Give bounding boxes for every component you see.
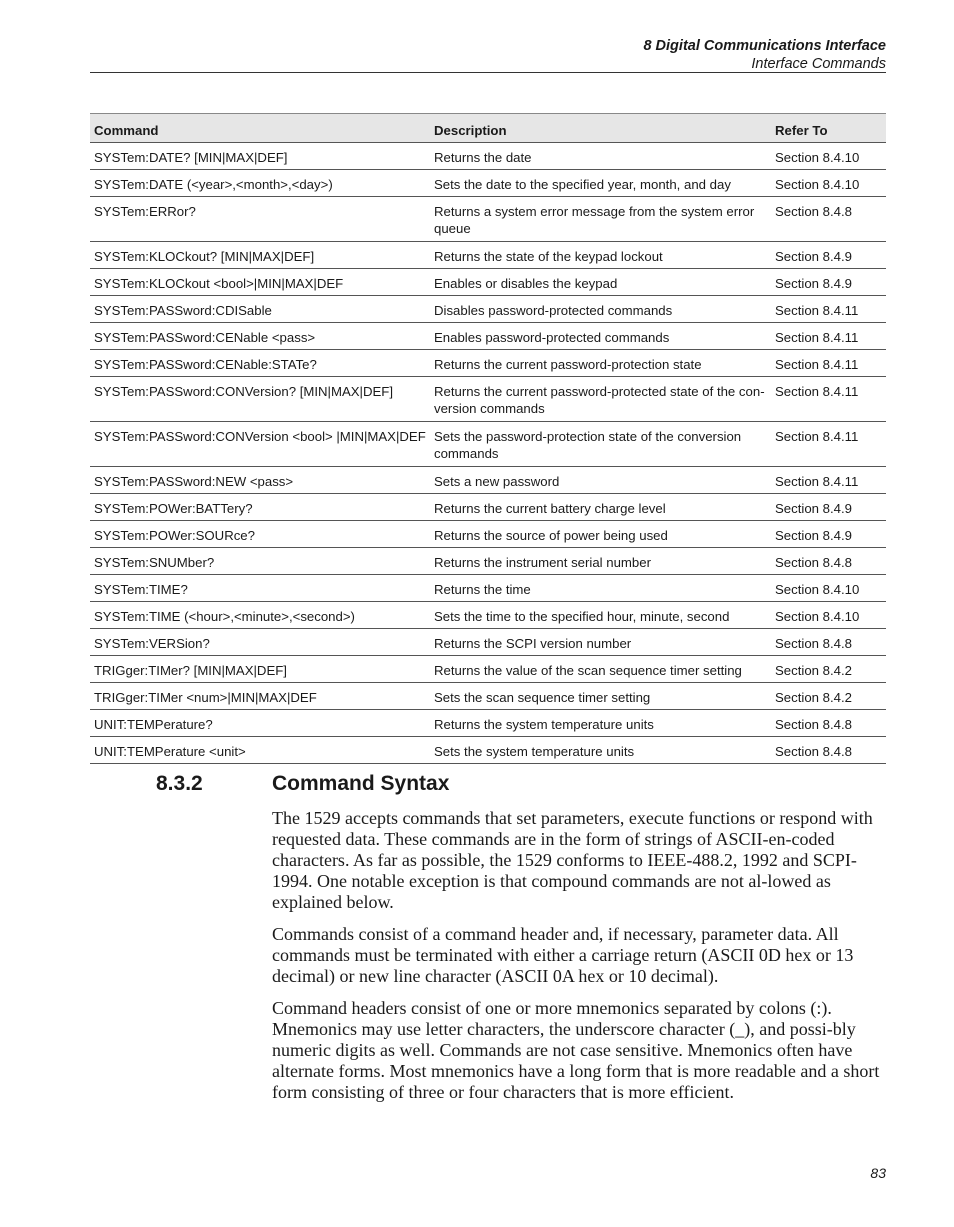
refer-to-cell: Section 8.4.10 xyxy=(771,143,886,170)
refer-to-cell: Section 8.4.9 xyxy=(771,494,886,521)
command-cell: TRIGger:TIMer? [MIN|MAX|DEF] xyxy=(90,656,430,683)
description-cell: Returns the SCPI version number xyxy=(430,629,771,656)
paragraph: Command headers consist of one or more mnemonics separated by colons (:). Mnemonics may use letter characters, the underscore character (_), and possi-bly numeric digits as well. Commands are not case sensitive. Mnemonics often have alternate forms. Most mnemonics have a long form that is more readable and a short form consisting of three or four characters that is more efficient. xyxy=(272,998,880,1102)
column-header-description: Description xyxy=(430,114,771,143)
description-cell: Returns the source of power being used xyxy=(430,521,771,548)
description-cell: Returns the current password-protection state xyxy=(430,350,771,377)
refer-to-cell: Section 8.4.11 xyxy=(771,323,886,350)
refer-to-cell: Section 8.4.8 xyxy=(771,548,886,575)
section-body xyxy=(272,808,882,1114)
refer-to-cell: Section 8.4.8 xyxy=(771,197,886,242)
description-cell: Returns the instrument serial number xyxy=(430,548,771,575)
table-row xyxy=(90,656,886,683)
command-cell: SYSTem:KLOCkout? [MIN|MAX|DEF] xyxy=(90,242,430,269)
table-row xyxy=(90,710,886,737)
table-row xyxy=(90,629,886,656)
section-title: Command Syntax xyxy=(272,772,450,795)
description-cell: Sets a new password xyxy=(430,467,771,494)
section-number: 8.3.2 xyxy=(156,772,203,795)
refer-to-cell: Section 8.4.9 xyxy=(771,242,886,269)
description-cell: Returns the value of the scan sequence timer setting xyxy=(430,656,771,683)
description-cell: Returns the state of the keypad lockout xyxy=(430,242,771,269)
description-cell: Returns the system temperature units xyxy=(430,710,771,737)
description-cell: Disables password-protected commands xyxy=(430,296,771,323)
command-cell: SYSTem:SNUMber? xyxy=(90,548,430,575)
refer-to-cell: Section 8.4.11 xyxy=(771,467,886,494)
refer-to-cell: Section 8.4.8 xyxy=(771,737,886,764)
command-cell: UNIT:TEMPerature <unit> xyxy=(90,737,430,764)
command-cell: SYSTem:TIME (<hour>,<minute>,<second>) xyxy=(90,602,430,629)
description-cell: Enables or disables the keypad xyxy=(430,269,771,296)
column-header-command: Command xyxy=(90,114,430,143)
paragraph: Commands consist of a command header and, if necessary, parameter data. All commands must be terminated with either a carriage return (ASCII 0D hex or 13 decimal) or new line character (ASCII 0A hex or 10 decimal). xyxy=(272,924,854,986)
refer-to-cell: Section 8.4.2 xyxy=(771,656,886,683)
refer-to-cell: Section 8.4.11 xyxy=(771,377,886,422)
refer-to-cell: Section 8.4.8 xyxy=(771,710,886,737)
refer-to-cell: Section 8.4.2 xyxy=(771,683,886,710)
command-cell: SYSTem:POWer:SOURce? xyxy=(90,521,430,548)
refer-to-cell: Section 8.4.11 xyxy=(771,296,886,323)
description-cell: Returns the time xyxy=(430,575,771,602)
table-row xyxy=(90,602,886,629)
description-cell: Sets the time to the specified hour, minute, second xyxy=(430,602,771,629)
table-row xyxy=(90,296,886,323)
refer-to-cell: Section 8.4.11 xyxy=(771,422,886,467)
table-row xyxy=(90,323,886,350)
command-cell: SYSTem:PASSword:CDISable xyxy=(90,296,430,323)
table-row xyxy=(90,350,886,377)
description-cell: Sets the system temperature units xyxy=(430,737,771,764)
paragraph: The 1529 accepts commands that set parameters, execute functions or respond with requested data. These commands are in the form of strings of ASCII-en-coded characters. As far as possible, the 1529 conforms to IEEE-488.2, 1992 and SCPI-1994. One notable exception is that compound commands are not al-lowed as explained below. xyxy=(272,808,873,912)
chapter-title: 8 Digital Communications Interface xyxy=(643,38,886,54)
command-cell: SYSTem:PASSword:NEW <pass> xyxy=(90,467,430,494)
table-row xyxy=(90,467,886,494)
command-cell: SYSTem:VERSion? xyxy=(90,629,430,656)
command-cell: SYSTem:TIME? xyxy=(90,575,430,602)
command-cell: SYSTem:POWer:BATTery? xyxy=(90,494,430,521)
command-table xyxy=(90,113,886,764)
table-row xyxy=(90,548,886,575)
table-header-row xyxy=(90,114,886,143)
refer-to-cell: Section 8.4.10 xyxy=(771,575,886,602)
command-cell: SYSTem:PASSword:CONVersion <bool> |MIN|MAX|DEF xyxy=(90,422,430,467)
header-rule xyxy=(90,72,886,73)
description-cell: Returns the date xyxy=(430,143,771,170)
description-cell: Returns the current password-protected state of the con-version commands xyxy=(430,377,771,422)
description-cell: Sets the password-protection state of the conversion commands xyxy=(430,422,771,467)
table-row xyxy=(90,683,886,710)
refer-to-cell: Section 8.4.8 xyxy=(771,629,886,656)
table-row xyxy=(90,170,886,197)
table-row xyxy=(90,737,886,764)
command-cell: SYSTem:ERRor? xyxy=(90,197,430,242)
table-row xyxy=(90,242,886,269)
column-header-refer-to: Refer To xyxy=(771,114,886,143)
table-row xyxy=(90,422,886,467)
table-row xyxy=(90,575,886,602)
command-cell: SYSTem:DATE? [MIN|MAX|DEF] xyxy=(90,143,430,170)
table-row xyxy=(90,521,886,548)
command-cell: SYSTem:DATE (<year>,<month>,<day>) xyxy=(90,170,430,197)
table-row xyxy=(90,494,886,521)
command-cell: SYSTem:PASSword:CENable:STATe? xyxy=(90,350,430,377)
table-row xyxy=(90,143,886,170)
command-cell: UNIT:TEMPerature? xyxy=(90,710,430,737)
description-cell: Enables password-protected commands xyxy=(430,323,771,350)
refer-to-cell: Section 8.4.9 xyxy=(771,521,886,548)
description-cell: Sets the scan sequence timer setting xyxy=(430,683,771,710)
refer-to-cell: Section 8.4.11 xyxy=(771,350,886,377)
refer-to-cell: Section 8.4.9 xyxy=(771,269,886,296)
page-number: 83 xyxy=(870,1165,886,1181)
running-header xyxy=(643,37,886,73)
command-cell: SYSTem:KLOCkout <bool>|MIN|MAX|DEF xyxy=(90,269,430,296)
section-subtitle: Interface Commands xyxy=(751,56,886,72)
table-row xyxy=(90,377,886,422)
command-cell: SYSTem:PASSword:CENable <pass> xyxy=(90,323,430,350)
table-row xyxy=(90,197,886,242)
table-row xyxy=(90,269,886,296)
refer-to-cell: Section 8.4.10 xyxy=(771,170,886,197)
description-cell: Sets the date to the specified year, month, and day xyxy=(430,170,771,197)
description-cell: Returns a system error message from the system error queue xyxy=(430,197,771,242)
command-cell: SYSTem:PASSword:CONVersion? [MIN|MAX|DEF] xyxy=(90,377,430,422)
refer-to-cell: Section 8.4.10 xyxy=(771,602,886,629)
command-cell: TRIGger:TIMer <num>|MIN|MAX|DEF xyxy=(90,683,430,710)
description-cell: Returns the current battery charge level xyxy=(430,494,771,521)
